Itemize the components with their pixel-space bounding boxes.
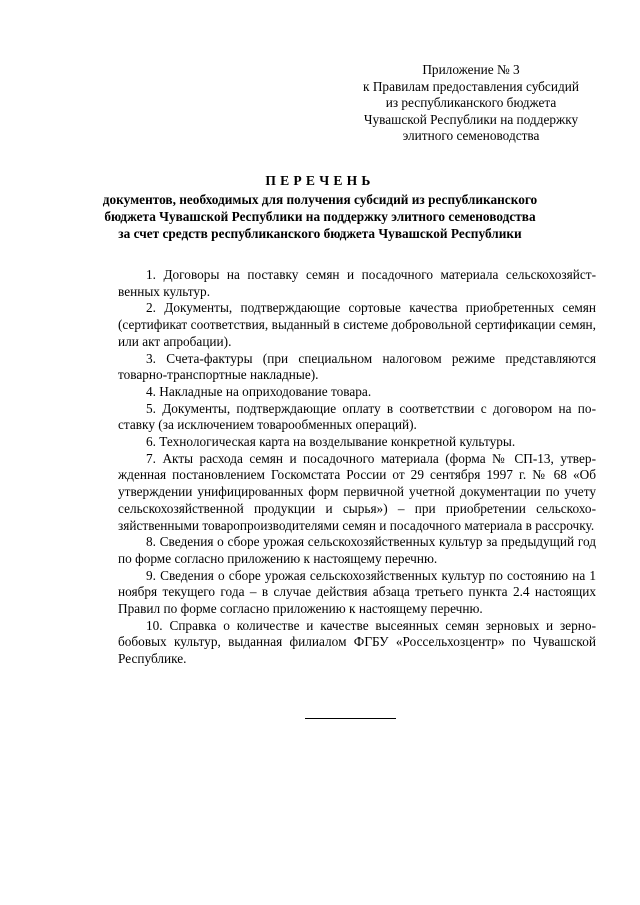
subtitle-line: документов, необходимых для получения субсидий из республиканского bbox=[102, 192, 538, 207]
list-item: 7. Акты расхода семян и посадочного материала (форма № СП-13, утвержденная постановлением Госкомстата России от 29 сентября 1997 г. № 68 «Об утверждении унифицированных форм первичной учетной документации по учету сельскохозяйственной продукции и сырья») – при приобретении сельскохозяйственными товаропроизводителями семян и посадочного материала в рассрочку. bbox=[118, 450, 596, 533]
appendix-line: элитного семеноводства bbox=[402, 128, 540, 144]
list-item: 8. Сведения о сборе урожая сельскохозяйственных культур за предыдущий год по форме согласно приложению к настоящему перечню. bbox=[118, 534, 596, 566]
appendix-line: Чувашской Республики на поддержку bbox=[363, 111, 579, 127]
subtitle-line: за счет средств республиканского бюджета Чувашской Республики bbox=[118, 225, 522, 241]
list-item: 5. Документы, подтверждающие оплату в соответствии с договором на поставку (за исключением товарообменных операций). bbox=[118, 400, 596, 433]
appendix-line: к Правилам предоставления субсидий bbox=[363, 78, 579, 94]
document-subtitle bbox=[60, 192, 580, 242]
list-item: 2. Документы, подтверждающие сортовые качества приобретенных семян (сертификат соответствия, выданный в системе добровольной сертификации семян, или акт апробации). bbox=[118, 300, 596, 349]
appendix-header bbox=[340, 62, 602, 145]
end-divider bbox=[305, 718, 396, 719]
list-item: 3. Счета-фактуры (при специальном налоговом режиме представляются товарно-транспортные накладные). bbox=[118, 350, 596, 383]
list-item: 6. Технологическая карта на возделывание конкретной культуры. bbox=[146, 434, 516, 450]
list-item: 4. Накладные на оприходование товара. bbox=[146, 383, 372, 399]
document-list bbox=[118, 267, 596, 668]
subtitle-line: бюджета Чувашской Республики на поддержку элитного семеноводства bbox=[104, 208, 536, 224]
appendix-line: из республиканского бюджета bbox=[385, 95, 557, 111]
list-item: 9. Сведения о сборе урожая сельскохозяйственных культур по состоянию на 1 ноября текущего года – в случае действия абзаца третьего пункта 2.4 настоящих Правил по форме согласно приложению к настоящему перечню. bbox=[118, 567, 596, 617]
list-item: 10. Справка о количестве и качестве высеянных семян зерновых и зернобобовых культур, выданная филиалом ФГБУ «Россельхозцентр» по Чувашской Республике. bbox=[118, 617, 596, 667]
list-item: 1. Договоры на поставку семян и посадочного материала сельскохозяйственных культур. bbox=[118, 267, 596, 299]
appendix-line: Приложение № 3 bbox=[422, 62, 520, 77]
document-title: ПЕРЕЧЕНЬ bbox=[265, 173, 375, 188]
